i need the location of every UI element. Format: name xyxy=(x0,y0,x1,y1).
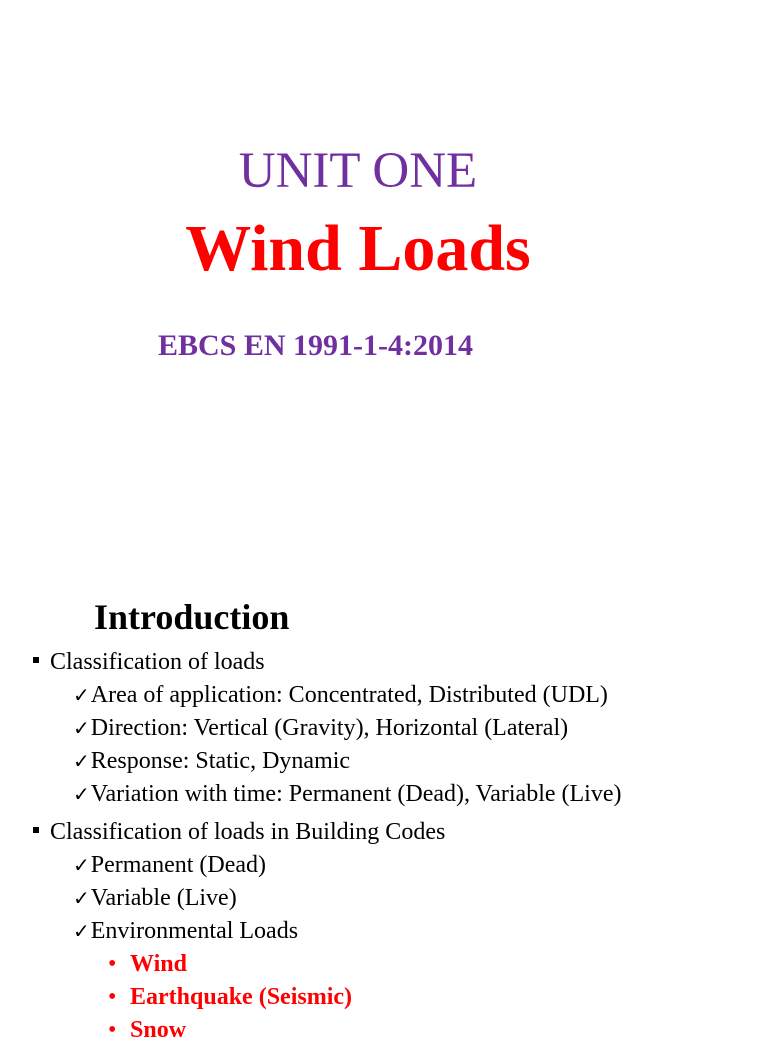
sub-item-wind xyxy=(108,948,187,980)
list-item-text: Environmental Loads xyxy=(90,918,299,944)
main-title: Wind Loads xyxy=(185,212,531,285)
checkmark-icon: ✓ xyxy=(73,886,90,910)
list-item-text: Area of application: Concentrated, Distributed (UDL) xyxy=(90,682,608,708)
list-item xyxy=(73,712,568,744)
checkmark-icon: ✓ xyxy=(73,919,90,943)
list-item xyxy=(73,679,608,711)
section-label: Classification of loads xyxy=(50,649,265,675)
list-item-text: Variation with time: Permanent (Dead), Variable (Live) xyxy=(90,781,622,807)
list-item-text: Permanent (Dead) xyxy=(90,852,267,878)
list-item xyxy=(73,882,237,914)
list-item xyxy=(73,849,266,881)
section-label: Classification of loads in Building Codes xyxy=(50,819,446,845)
sub-item-text: Snow xyxy=(130,1017,187,1043)
checkmark-icon: ✓ xyxy=(73,683,90,707)
section-building-codes xyxy=(33,816,445,848)
code-reference: EBCS EN 1991-1-4:2014 xyxy=(158,329,474,362)
square-bullet-icon xyxy=(33,657,39,663)
unit-title: UNIT ONE xyxy=(238,143,478,199)
checkmark-icon: ✓ xyxy=(73,853,90,877)
dot-bullet-icon: • xyxy=(108,984,117,1010)
dot-bullet-icon: • xyxy=(108,951,117,977)
list-item-text: Direction: Vertical (Gravity), Horizontal (Lateral) xyxy=(90,715,569,741)
sub-item-text: Earthquake (Seismic) xyxy=(130,984,352,1010)
list-item xyxy=(73,745,350,777)
list-item xyxy=(73,778,621,810)
sub-item-snow xyxy=(108,1014,186,1046)
checkmark-icon: ✓ xyxy=(73,716,90,740)
introduction-heading: Introduction xyxy=(94,597,290,637)
checkmark-icon: ✓ xyxy=(73,749,90,773)
square-bullet-icon xyxy=(33,827,39,833)
list-item-text: Response: Static, Dynamic xyxy=(90,748,351,774)
list-item-text: Variable (Live) xyxy=(90,885,237,911)
sub-item-text: Wind xyxy=(130,951,187,977)
checkmark-icon: ✓ xyxy=(73,782,90,806)
section-classification-of-loads xyxy=(33,646,265,678)
list-item xyxy=(73,915,298,947)
dot-bullet-icon: • xyxy=(108,1017,117,1043)
sub-item-earthquake xyxy=(108,981,352,1013)
